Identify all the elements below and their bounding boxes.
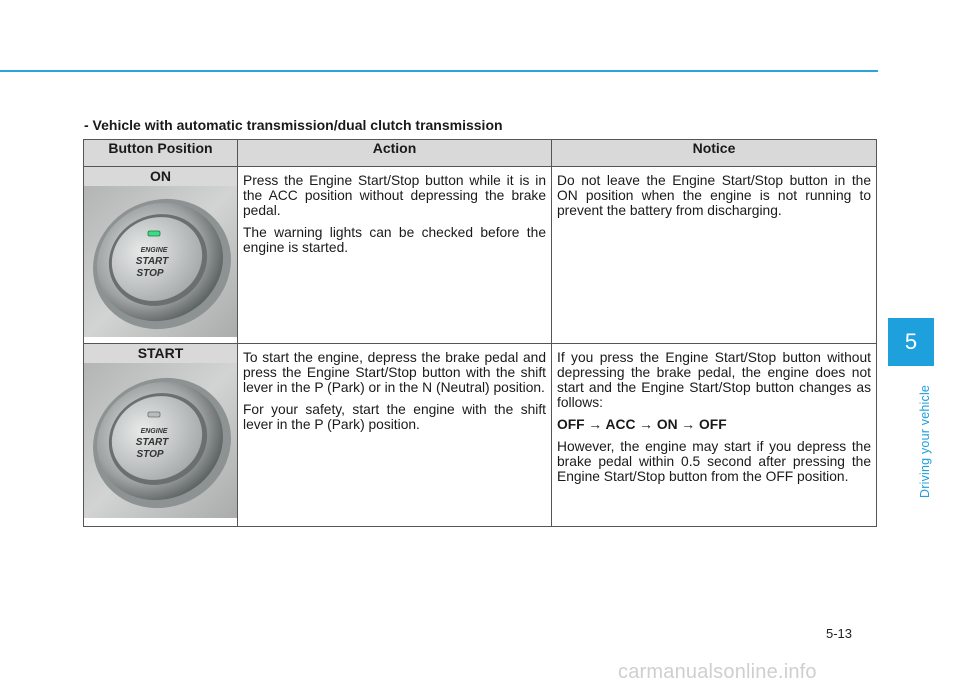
action-cell bbox=[238, 167, 552, 344]
header-notice: Notice bbox=[552, 140, 877, 167]
action-paragraph: To start the engine, depress the brake pedal and press the Engine Start/Stop button with the shift lever in the P (Park) or in the N (Neutral) position. bbox=[243, 350, 546, 395]
engine-start-stop-button-icon bbox=[84, 363, 237, 518]
chapter-title bbox=[900, 378, 932, 498]
button-position-table bbox=[83, 139, 877, 527]
button-text-engine: ENGINE bbox=[140, 247, 168, 254]
position-label: START bbox=[84, 344, 237, 363]
notice-paragraph: Do not leave the Engine Start/Stop button in the ON position when the engine is not running to prevent the battery from discharging. bbox=[557, 173, 871, 218]
section-heading: - Vehicle with automatic transmission/dual clutch transmission bbox=[84, 117, 503, 133]
notice-paragraph: However, the engine may start if you depress the brake pedal within 0.5 second after pressing the Engine Start/Stop button from the OFF position. bbox=[557, 439, 871, 484]
header-rule bbox=[0, 70, 878, 72]
notice-paragraph: If you press the Engine Start/Stop button without depressing the brake pedal, the engine does not start and the Engine Start/Stop button changes as follows: bbox=[557, 350, 871, 410]
table-row bbox=[84, 344, 877, 527]
notice-cell bbox=[552, 167, 877, 344]
table-row bbox=[84, 167, 877, 344]
table-header-row bbox=[84, 140, 877, 167]
chapter-number-tab: 5 bbox=[888, 318, 934, 366]
page-number: 5-13 bbox=[826, 626, 853, 641]
action-cell bbox=[238, 344, 552, 527]
button-text-start: START bbox=[135, 256, 169, 267]
on-indicator-light bbox=[148, 231, 160, 236]
button-text-start: START bbox=[135, 437, 169, 448]
button-text-stop: STOP bbox=[136, 268, 164, 279]
watermark: carmanualsonline.info bbox=[618, 661, 817, 683]
position-label: ON bbox=[84, 167, 237, 186]
position-cell bbox=[84, 167, 238, 344]
button-text-engine: ENGINE bbox=[140, 428, 168, 435]
chapter-title-text: Driving your vehicle bbox=[918, 384, 932, 498]
indicator-light-off bbox=[148, 412, 160, 417]
engine-button-image-on bbox=[84, 186, 237, 337]
position-cell bbox=[84, 344, 238, 527]
header-action: Action bbox=[238, 140, 552, 167]
button-text-stop: STOP bbox=[136, 449, 164, 460]
action-paragraph: The warning lights can be checked before the engine is started. bbox=[243, 225, 546, 255]
engine-button-image-start bbox=[84, 363, 237, 518]
action-paragraph: For your safety, start the engine with the shift lever in the P (Park) position. bbox=[243, 402, 546, 432]
notice-cell bbox=[552, 344, 877, 527]
engine-start-stop-button-icon bbox=[84, 186, 237, 337]
header-button-position: Button Position bbox=[84, 140, 238, 167]
action-paragraph: Press the Engine Start/Stop button while it is in the ACC position without depressing the brake pedal. bbox=[243, 173, 546, 218]
button-state-sequence: OFF → ACC → ON → OFF bbox=[557, 417, 727, 432]
